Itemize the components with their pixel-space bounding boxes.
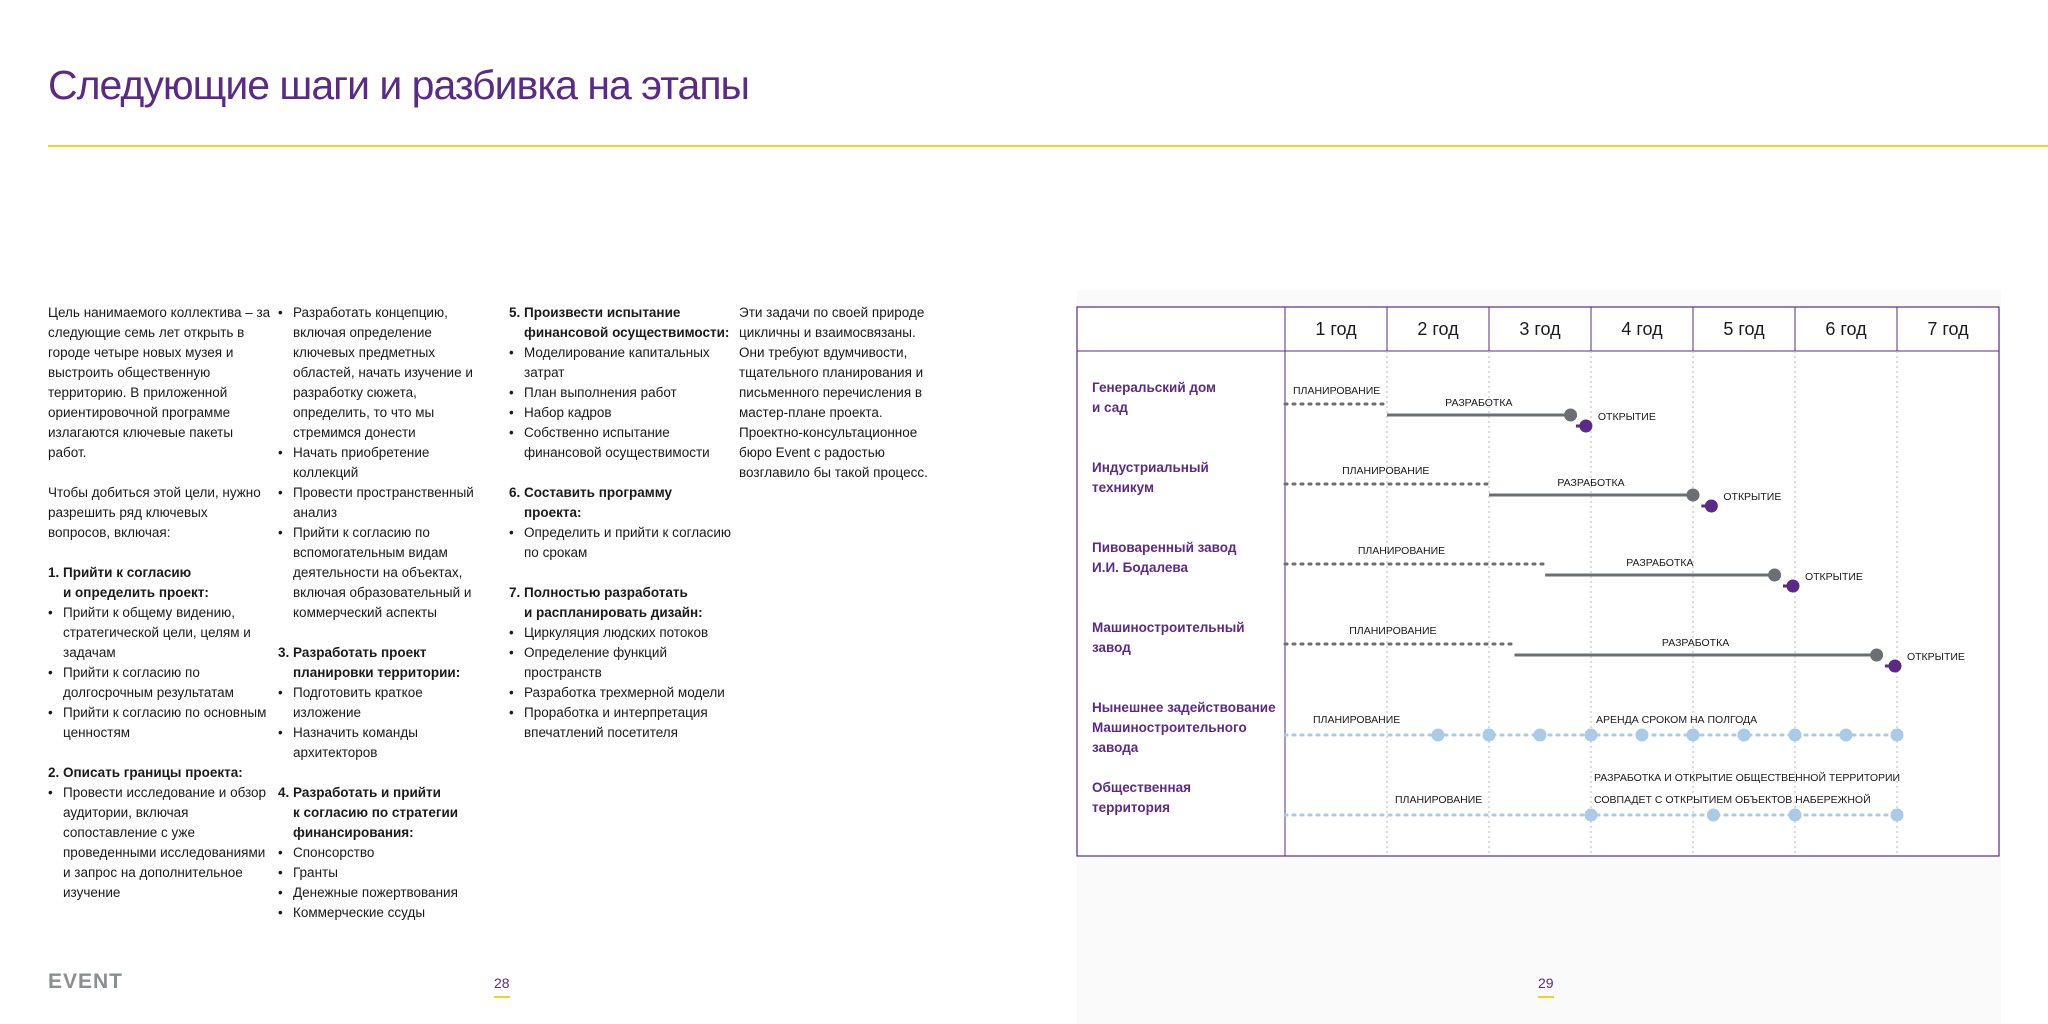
step-4-heading-line3: финансирования: (293, 825, 414, 840)
public-area-note-line-2: СОВПАДЕТ С ОТКРЫТИЕМ ОБЪЕКТОВ НАБЕРЕЖНОЙ (1594, 794, 1871, 806)
intro-paragraph-2: Чтобы добиться этой цели, нужно разрешить ряд ключевых вопросов, включая: (48, 485, 261, 540)
step-5-heading-line2: финансовой осуществимости: (524, 325, 730, 340)
list-item: • Денежные пожертвования (278, 883, 488, 903)
opening-label: ОТКРЫТИЕ (1723, 491, 1782, 503)
step-3-heading: 3. Разработать проект (278, 645, 427, 660)
list-item: • Коммерческие ссуды (278, 903, 488, 923)
timeline-dot (1891, 729, 1904, 742)
timeline-dot (1636, 729, 1649, 742)
page-number-right: 29 (1538, 975, 1554, 991)
row-label: техникум (1092, 480, 1154, 495)
list-item: • Спонсорство (278, 843, 488, 863)
timeline-dot (1585, 809, 1598, 822)
opening-marker (1705, 500, 1718, 513)
timeline-dot (1891, 809, 1904, 822)
planning-label: ПЛАНИРОВАНИЕ (1342, 465, 1430, 477)
row-label: Машиностроительный (1092, 620, 1245, 635)
row-label: завода (1092, 740, 1139, 755)
page-number-left-underline (494, 996, 510, 998)
development-end-marker (1768, 569, 1781, 582)
planning-label: ПЛАНИРОВАНИЕ (1357, 545, 1446, 557)
list-item: • Начать приобретение коллекций (278, 443, 488, 483)
list-item: • Прийти к общему видению, стратегической цели, целям и задачам (48, 603, 273, 663)
list-item: • Провести исследование и обзор аудитории, включая сопоставление с уже проведенными исследованиями и запрос на дополнительное изучение (48, 783, 273, 903)
list-item: • Набор кадров (509, 403, 731, 423)
intro-paragraph: Цель нанимаемого коллектива – за следующие семь лет открыть в городе четыре новых музея и выстроить общественную территорию. В приложенной ориентировочной программе излагаются ключевые пакеты работ. (48, 305, 271, 460)
step-5-heading: 5. Произвести испытание (509, 305, 681, 320)
list-item: • Определить и прийти к согласию по срокам (509, 523, 731, 563)
opening-label: ОТКРЫТИЕ (1597, 411, 1656, 423)
step-1-heading-line2: и определить проект: (63, 585, 209, 600)
event-logo: EVENT (48, 970, 124, 993)
list-item: • Проработка и интерпретация впечатлений посетителя (509, 703, 731, 743)
step-4-heading-line2: к согласию по стратегии (293, 805, 459, 820)
summary-paragraph: Эти задачи по своей природе цикличны и взаимосвязаны. Они требуют вдумчивости, тщательного планирования и письменного перечисления в мастер-плане проекта. Проектно-консультационное бюро Event с радостью возглавило бы такой процесс. (739, 305, 928, 480)
list-item: • Провести пространственный анализ (278, 483, 488, 523)
timeline-dot (1707, 809, 1720, 822)
timeline-dot (1432, 729, 1445, 742)
list-item: • Определение функций пространств (509, 643, 731, 683)
timeline-dot (1585, 729, 1598, 742)
page-title: Следующие шаги и разбивка на этапы (48, 62, 749, 108)
step-4-heading: 4. Разработать и прийти (278, 785, 441, 800)
development-label: РАЗРАБОТКА (1445, 397, 1513, 409)
page-number-right-underline (1538, 996, 1554, 998)
year-header-label: 7 год (1927, 319, 1969, 339)
development-end-marker (1564, 409, 1577, 422)
development-end-marker (1870, 649, 1883, 662)
list-item: • Моделирование капитальных затрат (509, 343, 731, 383)
development-end-marker (1687, 489, 1700, 502)
list-item: • Разработка трехмерной модели (509, 683, 731, 703)
step-3-heading-line2: планировки территории: (293, 665, 461, 680)
list-item: • Назначить команды архитекторов (278, 723, 488, 763)
planning-label: ПЛАНИРОВАНИЕ (1313, 714, 1401, 726)
public-area-note-line-1: РАЗРАБОТКА И ОТКРЫТИЕ ОБЩЕСТВЕННОЙ ТЕРРИТОРИИ (1594, 772, 1901, 784)
timeline-dot (1687, 729, 1700, 742)
row-label: Нынешнее задействование (1092, 700, 1276, 715)
opening-marker (1579, 420, 1592, 433)
development-label: РАЗРАБОТКА (1661, 637, 1730, 649)
list-item: • Циркуляция людских потоков (509, 623, 731, 643)
row-label: территория (1092, 800, 1171, 815)
year-header-label: 5 год (1723, 319, 1765, 339)
lease-label: АРЕНДА СРОКОМ НА ПОЛГОДА (1596, 714, 1758, 726)
row-label: завод (1092, 640, 1131, 655)
list-item: • Подготовить краткое изложение (278, 683, 488, 723)
row-label: Генеральский дом (1092, 380, 1217, 395)
timeline-dot (1483, 729, 1496, 742)
year-header-label: 2 год (1417, 319, 1459, 339)
year-header-label: 3 год (1519, 319, 1561, 339)
list-item: • План выполнения работ (509, 383, 731, 403)
development-label: РАЗРАБОТКА (1626, 557, 1694, 569)
list-item: • Прийти к согласию по долгосрочным результатам (48, 663, 273, 703)
timeline-dot (1789, 729, 1802, 742)
development-label: РАЗРАБОТКА (1557, 477, 1625, 489)
list-item: • Собственно испытание финансовой осуществимости (509, 423, 731, 463)
page-number-left: 28 (494, 975, 510, 991)
timeline-dot (1789, 809, 1802, 822)
step-2-heading: 2. Описать границы проекта: (48, 765, 243, 780)
year-header-label: 4 год (1621, 319, 1663, 339)
row-label: И.И. Бодалева (1092, 560, 1189, 575)
list-item: • Прийти к согласию по вспомогательным видам деятельности на объектах, включая образовательный и коммерческий аспекты (278, 523, 488, 623)
opening-marker (1888, 660, 1901, 673)
opening-marker (1786, 580, 1799, 593)
row-label: Общественная (1092, 780, 1192, 795)
step-7-heading-line2: и распланировать дизайн: (524, 605, 703, 620)
timeline-dot (1534, 729, 1547, 742)
row-label: Машиностроительного (1092, 720, 1247, 735)
opening-label: ОТКРЫТИЕ (1804, 571, 1863, 583)
year-header-label: 6 год (1825, 319, 1867, 339)
planning-label: ПЛАНИРОВАНИЕ (1349, 625, 1437, 637)
list-item: • Разработать концепцию, включая определение ключевых предметных областей, начать изучение и разработку сюжета, определить, то что мы стремимся донести (278, 303, 488, 443)
step-6-heading-line2: проекта: (524, 505, 582, 520)
row-label: Пивоваренный завод (1092, 540, 1237, 555)
timeline-dot (1738, 729, 1751, 742)
step-7-heading: 7. Полностью разработать (509, 585, 688, 600)
list-item: • Прийти к согласию по основным ценностям (48, 703, 273, 743)
planning-label: ПЛАНИРОВАНИЕ (1293, 385, 1381, 397)
list-item: • Гранты (278, 863, 488, 883)
planning-label: ПЛАНИРОВАНИЕ (1395, 794, 1483, 806)
timeline-dot (1840, 729, 1853, 742)
row-label: и сад (1092, 400, 1128, 415)
step-1-heading: 1. Прийти к согласию (48, 565, 192, 580)
step-6-heading: 6. Составить программу (509, 485, 673, 500)
row-label: Индустриальный (1092, 460, 1209, 475)
year-header-label: 1 год (1315, 319, 1357, 339)
opening-label: ОТКРЫТИЕ (1906, 651, 1965, 663)
